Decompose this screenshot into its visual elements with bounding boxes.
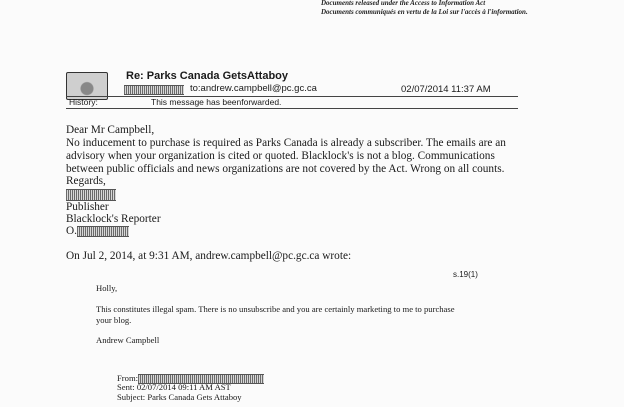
redacted-sender <box>124 85 184 95</box>
redacted-name <box>66 189 116 201</box>
reply-line-3: between public officials and news organizations are not covered by the Act. Wrong on all counts. <box>66 163 505 175</box>
reply-title: Publisher <box>66 201 109 213</box>
history-divider <box>66 108 518 109</box>
quoted-signature: Andrew Campbell <box>96 335 160 345</box>
reply-line-2: advisory when your organization is cited or quoted. Blacklock's is not a blog. Communications <box>66 150 495 162</box>
release-notice-fr: Documents communiqués en vertu de la Loi sur l'accès à l'information. <box>321 8 528 16</box>
quoted-line-1: This constitutes illegal spam. There is no unsubscribe and you are certainly marketing to me to purchase <box>96 304 455 314</box>
quoted-greeting: Holly, <box>96 283 118 293</box>
quoted-sent: Sent: 02/07/2014 09:11 AM AST <box>117 382 231 392</box>
history-text: This message has beenforwarded. <box>151 97 282 107</box>
from-label: From: <box>117 373 139 383</box>
reply-closing: Regards, <box>66 175 106 187</box>
redacted-phone <box>77 226 129 237</box>
email-subject: Re: Parks Canada GetsAttaboy <box>126 70 288 82</box>
reply-salutation: Dear Mr Campbell, <box>66 124 155 136</box>
quote-intro: On Jul 2, 2014, at 9:31 AM, andrew.campbell@pc.gc.ca wrote: <box>66 250 352 262</box>
exemption-code: s.19(1) <box>453 270 478 279</box>
release-notice-en: Documents released under the Access to Information Act <box>321 0 486 7</box>
quoted-line-2: your blog. <box>96 315 132 325</box>
email-to: to:andrew.campbell@pc.gc.ca <box>190 83 317 94</box>
phone-prefix: O. <box>66 225 77 237</box>
history-label: History: <box>69 97 98 107</box>
email-date: 02/07/2014 11:37 AM <box>401 84 491 95</box>
reply-organization: Blacklock's Reporter <box>66 213 161 225</box>
header-divider <box>66 96 518 97</box>
reply-phone <box>66 225 129 238</box>
quoted-subject: Subject: Parks Canada Gets Attaboy <box>117 392 242 402</box>
reply-line-1: No inducement to purchase is required as Parks Canada is already a subscriber. The emails are an <box>66 137 506 149</box>
